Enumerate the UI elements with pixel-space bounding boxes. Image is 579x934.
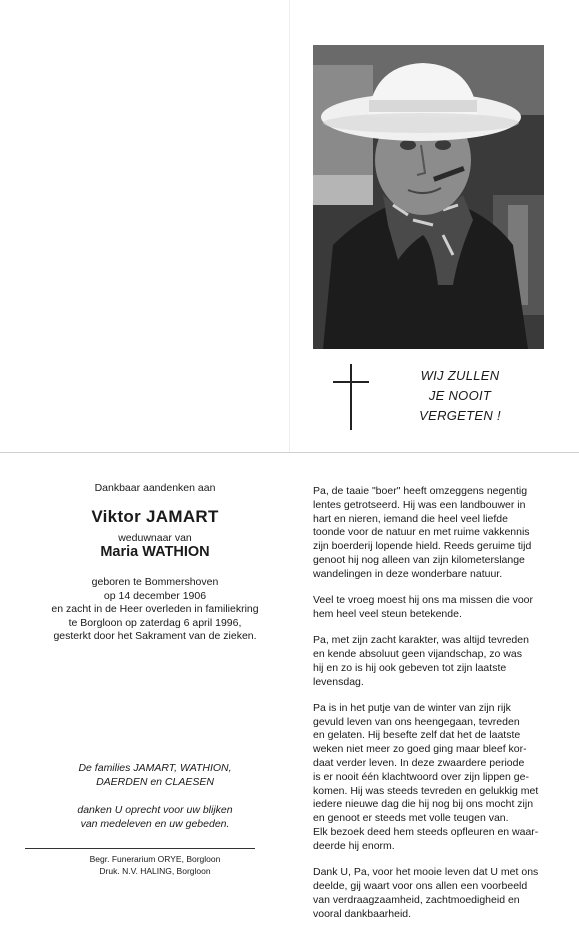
birth-death-line: en zacht in de Heer overleden in familiekring [51, 603, 259, 615]
birth-death-line: op 14 december 1906 [103, 589, 207, 602]
eulogy-line: van verdraagzaamheid, zachtmoedigheid en [313, 893, 520, 906]
eulogy-line: gevuld leven van ons heengegaan, tevreden [313, 715, 520, 728]
eulogy-paragraph [313, 702, 553, 854]
birth-death-line: geboren te Bommershoven [91, 576, 219, 588]
eulogy-line: daat verder leven. In deze zwaardere periode [313, 757, 525, 770]
eulogy-line: komen. Hij was steeds tevreden en gelukkig met [313, 784, 539, 797]
credit-line: Druk. N.V. HALING, Borgloon [99, 866, 211, 876]
eulogy-paragraph [313, 866, 553, 921]
page-fold-horizontal [0, 452, 579, 453]
quote-line-2: JE NOOIT [428, 388, 492, 403]
cross-icon [350, 364, 352, 430]
eulogy-line: hem heel veel steun betekende. [313, 607, 462, 620]
eulogy-line: wandelingen in deze wonderbare natuur. [313, 567, 503, 580]
eulogy-line: deelde, gij waart voor ons allen een voorbeeld [313, 879, 528, 892]
eulogy-line: Veel te vroeg moest hij ons ma missen die voor [313, 594, 534, 607]
families-line: DAERDEN en CLAESEN [96, 775, 214, 788]
spouse-name: Maria WATHION [100, 544, 210, 560]
eulogy-line: toonde voor de natuur en met ruime vakkennis [313, 526, 530, 539]
eulogy-line: vooral dankbaarheid. [313, 907, 412, 920]
eulogy-line: hij en zo is hij ook gebeven tot zijn laatste [313, 661, 507, 674]
families-line: De families JAMART, WATHION, [78, 762, 232, 774]
eulogy-line: weken niet meer zo goed ging maar bleef kor- [313, 743, 527, 756]
eulogy-line: is er nooit één klachtwoord over zijn lippen ge- [313, 770, 529, 783]
eulogy-line: Dank U, Pa, voor het mooie leven dat U met ons [313, 866, 539, 879]
eulogy-line: Pa, met zijn zacht karakter, was altijd tevreden [313, 634, 529, 647]
eulogy-line: levensdag. [313, 675, 364, 688]
eulogy-paragraph [313, 634, 553, 689]
eulogy-paragraph [313, 594, 553, 622]
quote-line-1: WIJ ZULLEN [420, 368, 500, 383]
quote-line-3: VERGETEN ! [419, 408, 501, 423]
eulogy-line: lentes getrotseerd. Hij was een landbouwer in [313, 498, 526, 511]
eulogy-paragraph [313, 485, 553, 582]
eulogy-line: deerde hij enorm. [313, 839, 395, 852]
divider [25, 848, 255, 849]
page-fold-vertical [289, 0, 290, 452]
birth-death-line: gesterkt door het Sakrament van de zieken. [53, 630, 257, 642]
families-list [30, 762, 280, 789]
birth-death-line: te Borgloon op zaterdag 6 april 1996, [68, 616, 242, 629]
eulogy-line: en kende absoluut geen vijandschap, zo was [313, 647, 522, 660]
widow-label: weduwnaar van [118, 532, 192, 544]
portrait-image [313, 45, 544, 349]
eulogy-line: zijn boerderij lopende hield. Reeds geruime tijd [313, 540, 532, 553]
eulogy-line: Elk bezoek deed hem steeds opfleuren en waar- [313, 826, 539, 839]
printer-credits [30, 853, 280, 877]
eulogy-line: genoot hij nog alleen van zijn kilometerslange [313, 553, 525, 566]
thanks-text [30, 804, 280, 831]
eulogy-text [313, 485, 553, 934]
thanks-line: danken U oprecht voor uw blijken [77, 804, 233, 816]
birth-death-info [30, 576, 280, 644]
eulogy-line: Pa, de taaie "boer" heeft omzeggens negentig [313, 485, 528, 497]
memorial-quote [395, 366, 525, 426]
eulogy-line: en genoot er steeds met volle teugen van. [313, 812, 509, 825]
dedication-heading: Dankbaar aandenken aan [94, 482, 216, 494]
portrait-photo [313, 45, 544, 349]
deceased-name: Viktor JAMART [91, 507, 219, 526]
cross-icon-bar [333, 381, 369, 383]
credit-line: Begr. Funerarium ORYE, Borgloon [89, 854, 221, 864]
thanks-line: van medeleven en uw gebeden. [80, 817, 230, 830]
eulogy-line: en gelaten. Hij besefte zelf dat het de laatste [313, 729, 521, 742]
eulogy-line: iedere nieuwe dag die hij nog bij ons mocht zijn [313, 798, 534, 811]
eulogy-line: hart en nieren, iemand die heel veel liefde [313, 512, 508, 525]
eulogy-line: Pa is in het putje van de winter van zijn rijk [313, 701, 511, 714]
